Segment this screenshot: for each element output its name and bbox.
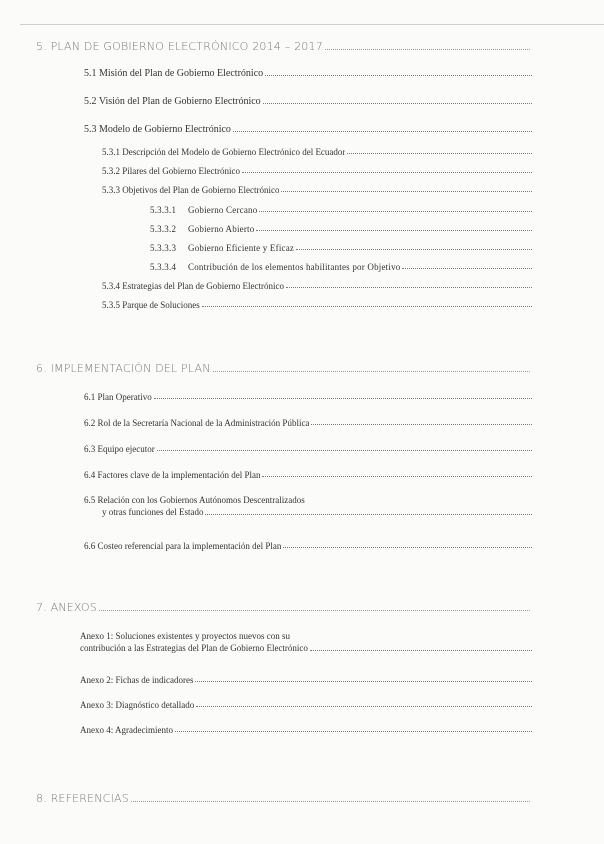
toc-item-5-1 [84,68,532,79]
toc-item-label: 5.3.3 Objetivos del Plan de Gobierno Electrónico [102,185,280,195]
toc-item-label: 6.1 Plan Operativo [84,392,152,402]
toc-item-label-line1: Anexo 1: Soluciones existentes y proyectos nuevos con su [80,631,290,641]
toc-item-label: Anexo 3: Diagnóstico detallado [80,700,195,710]
leader-dots [131,800,530,802]
toc-item-6-3 [84,444,532,454]
toc-item-label-line1: 6.5 Relación con los Gobiernos Autónomos Descentralizados [84,495,305,505]
toc-section-7 [36,601,530,614]
toc-section-8 [36,792,530,805]
toc-item-number: 5.3.3.3 [150,243,177,253]
toc-item-label: 6.6 Costeo referencial para la implementación del Plan [84,541,282,551]
toc-item-label: 5.2 Visión del Plan de Gobierno Electrónico [84,96,261,107]
toc-item-5-3-3-1 [150,205,532,215]
toc-item-label-line2: y otras funciones del Estado [102,507,204,517]
leader-dots [213,370,530,372]
toc-item-5-3-2 [102,166,532,176]
section-title: 7. ANEXOS [36,601,97,614]
toc-item-5-3-3-2 [150,224,532,234]
toc-annex-4 [80,725,532,735]
toc-item-5-3-4 [102,281,532,291]
toc-item-label: Gobierno Cercano [188,205,258,215]
toc-item-5-3-3-3 [150,243,532,253]
section-title: 8. REFERENCIAS [36,792,129,805]
toc-item-label: 5.3.4 Estrategias del Plan de Gobierno Electrónico [102,281,284,291]
toc-item-5-3-1 [102,147,532,157]
toc-item-5-3-5 [102,300,532,310]
leader-dots [325,48,530,50]
toc-item-label: 6.3 Equipo ejecutor [84,444,155,454]
toc-item-6-1 [84,392,532,402]
toc-item-label: Contribución de los elementos habilitantes por Objetivo [188,262,401,272]
toc-item-number: 5.3.3.4 [150,262,177,272]
section-title: 6. IMPLEMENTACIÓN DEL PLAN [36,362,211,375]
toc-annex-3 [80,700,532,710]
toc-item-label: 5.1 Misión del Plan de Gobierno Electrónico [84,68,264,79]
toc-section-5 [36,40,530,53]
toc-item-label: 5.3.2 Pilares del Gobierno Electrónico [102,166,240,176]
toc-item-label: 6.2 Rol de la Secretaría Nacional de la Administración Pública [84,418,310,428]
toc-section-6 [36,362,530,375]
toc-annex-2 [80,675,532,685]
toc-item-label: Gobierno Abierto [188,224,255,234]
toc-annex-1 [80,630,532,654]
toc-item-label: 6.4 Factores clave de la implementación del Plan [84,470,261,480]
toc-item-label: Anexo 4: Agradecimiento [80,725,173,735]
top-rule [20,24,604,25]
toc-item-6-2 [84,418,532,428]
leader-dots [99,609,530,611]
toc-item-6-5 [84,494,532,518]
toc-item-5-2 [84,96,532,107]
section-title: 5. PLAN DE GOBIERNO ELECTRÓNICO 2014 – 2017 [36,40,323,53]
toc-item-label: Gobierno Eficiente y Eficaz [188,243,295,253]
toc-item-5-3-3 [102,185,532,195]
toc-item-label-line2: contribución a las Estrategias del Plan de Gobierno Electrónico [80,643,308,653]
toc-item-label: 5.3 Modelo de Gobierno Electrónico [84,124,231,135]
toc-item-number: 5.3.3.1 [150,205,177,215]
toc-item-6-6 [84,541,532,551]
toc-item-5-3 [84,124,532,135]
toc-item-label: 5.3.5 Parque de Soluciones [102,300,200,310]
toc-item-number: 5.3.3.2 [150,224,177,234]
toc-item-5-3-3-4 [150,262,532,272]
toc-item-label: 5.3.1 Descripción del Modelo de Gobierno Electrónico del Ecuador [102,147,346,157]
toc-item-6-4 [84,470,532,480]
toc-item-label: Anexo 2: Fichas de indicadores [80,675,194,685]
